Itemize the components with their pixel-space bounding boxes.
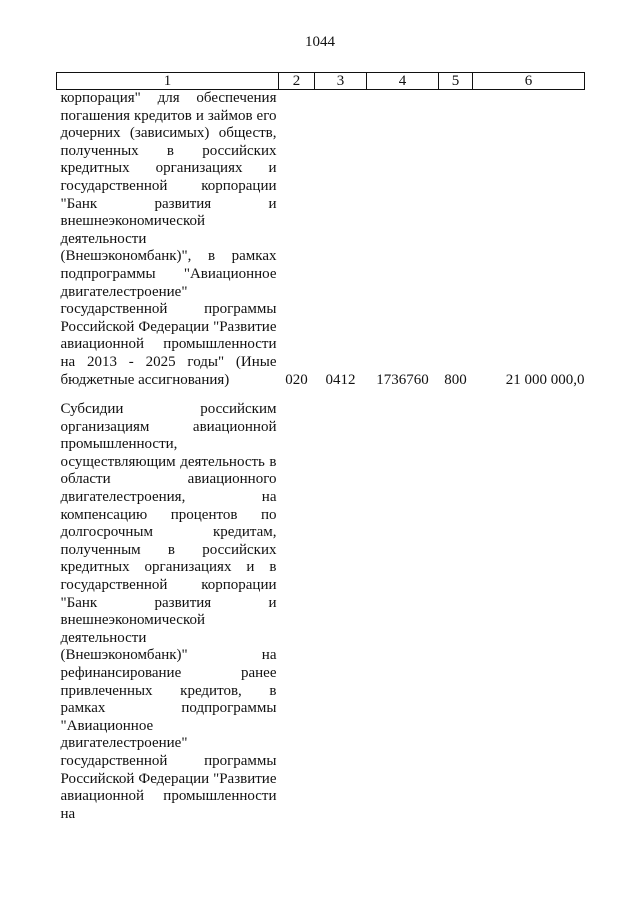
- row-expense-type-code: 800: [444, 371, 467, 388]
- row-ministry-code: 020: [285, 371, 308, 388]
- row-section-code: [315, 389, 367, 823]
- row-expense-type-code: [439, 389, 473, 823]
- table-row: [57, 90, 585, 390]
- page-number: 1044: [305, 34, 335, 50]
- row-description: Субсидии российским организациям авиационной промышленности, осуществляющим деятельность в области авиационного двигателестроения, на компенсацию процентов по долгосрочным кредитам, полученным в российских кредитных организациях и в государственной корпорации "Банк развития и внешнеэкономической деятельности (Внешэкономбанк)" на рефинансирование ранее привлеченных кредитов, в рамках подпрограммы "Авиационное двигателестроение" государственной программы Российской Федерации "Развитие авиационной промышленности на: [60, 401, 277, 822]
- row-amount: 21 000 000,0: [505, 371, 585, 388]
- header-col-6: 6: [473, 73, 585, 90]
- row-target-code: [367, 389, 439, 823]
- row-section-code: 0412: [325, 371, 356, 388]
- table-row: [57, 389, 585, 823]
- table-header: [57, 73, 585, 90]
- header-col-4: 4: [367, 73, 439, 90]
- row-target-code: 1736760: [376, 371, 429, 388]
- header-col-1: 1: [57, 73, 279, 90]
- row-ministry-code: [279, 389, 315, 823]
- header-col-3: 3: [315, 73, 367, 90]
- header-row: [57, 73, 585, 90]
- table-body: [57, 90, 585, 824]
- header-col-5: 5: [439, 73, 473, 90]
- budget-table: [56, 72, 585, 823]
- header-col-2: 2: [279, 73, 315, 90]
- row-amount: [473, 389, 585, 823]
- row-description: корпорация" для обеспечения погашения кредитов и займов его дочерних (зависимых) обществ, полученных в российских кредитных организациях и государственной корпорации "Банк развития и внешнеэкономической деятельности (Внешэкономбанк)", в рамках подпрограммы "Авиационное двигателестроение" государственной программы Российской Федерации "Развитие авиационной промышленности на 2013 - 2025 годы" (Иные бюджетные ассигнования): [60, 90, 277, 388]
